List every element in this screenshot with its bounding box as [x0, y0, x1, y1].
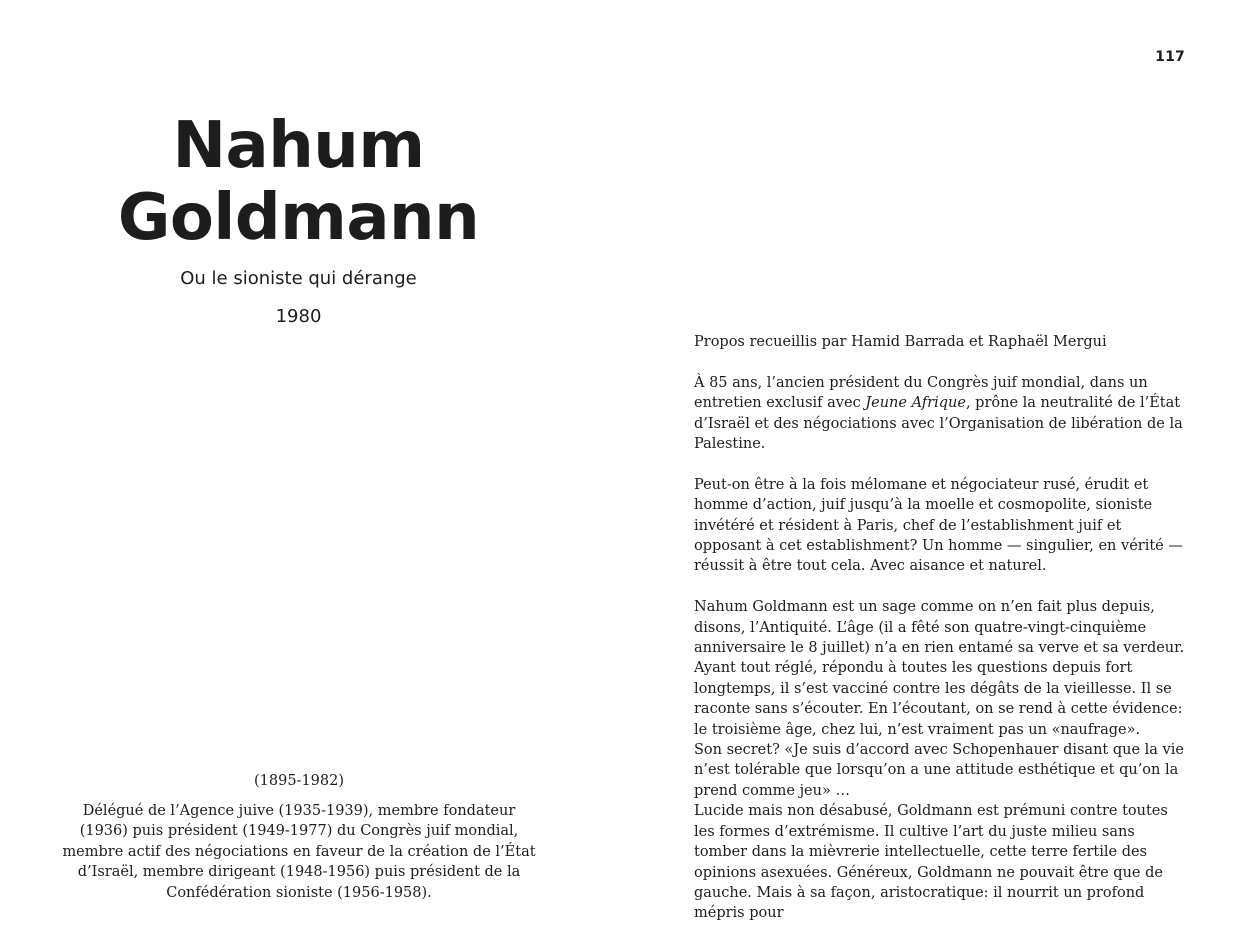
article-paragraph-2: Nahum Goldmann est un sage comme on n’en fait plus depuis, disons, l’Antiquité. L’âge (il a fêté son quatre-vingt-cinquième anniversaire le 8 juillet) n’a en rien entamé sa verve et sa verdeur. Ayant tout réglé, répondu à toutes les questions depuis fort longtemps, il s’est vacciné contre les dégâts de la vieillesse. Il se raconte sans s’écouter. En l’écoutant, on se rend à cette évidence: le troisième âge, chez lui, n’est vraiment pas un «naufrage».	[694, 599, 1185, 738]
article-credit: Propos recueillis par Hamid Barrada et Raphaël Mergui	[694, 334, 1107, 350]
publication-name: Jeune Afrique	[865, 395, 966, 412]
chapter-title	[100, 110, 497, 254]
article-paragraph-3: Son secret? «Je suis d’accord avec Schopenhauer disant que la vie n’est tolérable que lorsqu’on a une attitude esthétique et qu’on la prend comme jeu» …	[694, 742, 1184, 799]
chapter-year: 1980	[275, 306, 322, 327]
biography-note	[58, 771, 540, 903]
chapter-title-line-1: Nahum	[172, 109, 425, 183]
article-intro-after: , prône la neutralité de l’État d’Israël et des négociations avec l’Organisation de libération de la Palestine.	[694, 395, 1183, 453]
page-number: 117	[1155, 49, 1185, 65]
article-intro-before: À 85 ans, l’ancien président du Congrès juif mondial, dans un entretien exclusif avec	[694, 374, 1148, 412]
chapter-heading	[100, 110, 497, 330]
chapter-title-line-2: Goldmann	[117, 181, 480, 255]
article-intro	[694, 373, 1192, 455]
biography-dates: (1895-1982)	[253, 773, 345, 789]
biography-description: Délégué de l’Agence juive (1935-1939), membre fondateur (1936) puis président (1949-1977) du Congrès juif mondial, membre actif des négociations en faveur de la création de l’État d’Israël, membre dirigeant (1948-1956) puis président de la Confédération sioniste (1956-1958).	[62, 802, 536, 901]
article-paragraph-1: Peut-on être à la fois mélomane et négociateur rusé, érudit et homme d’action, juif jusqu’à la moelle et cosmopolite, sioniste invétéré et résident à Paris, chef de l’establishment juif et opposant à cet establishment? Un homme — singulier, en vérité — réussit à être tout cela. Avec aisance et naturel.	[694, 476, 1183, 575]
chapter-subtitle: Ou le sioniste qui dérange	[180, 268, 417, 289]
article-body	[694, 332, 1192, 924]
article-paragraph-4: Lucide mais non désabusé, Goldmann est prémuni contre toutes les formes d’extrémisme. Il cultive l’art du juste milieu sans tomber dans la mièvrerie intellectuelle, cette terre fertile des opinions asexuées. Généreux, Goldmann ne pouvait être que de gauche. Mais à sa façon, aristocratique: il nourrit un profond mépris pour	[694, 803, 1168, 922]
